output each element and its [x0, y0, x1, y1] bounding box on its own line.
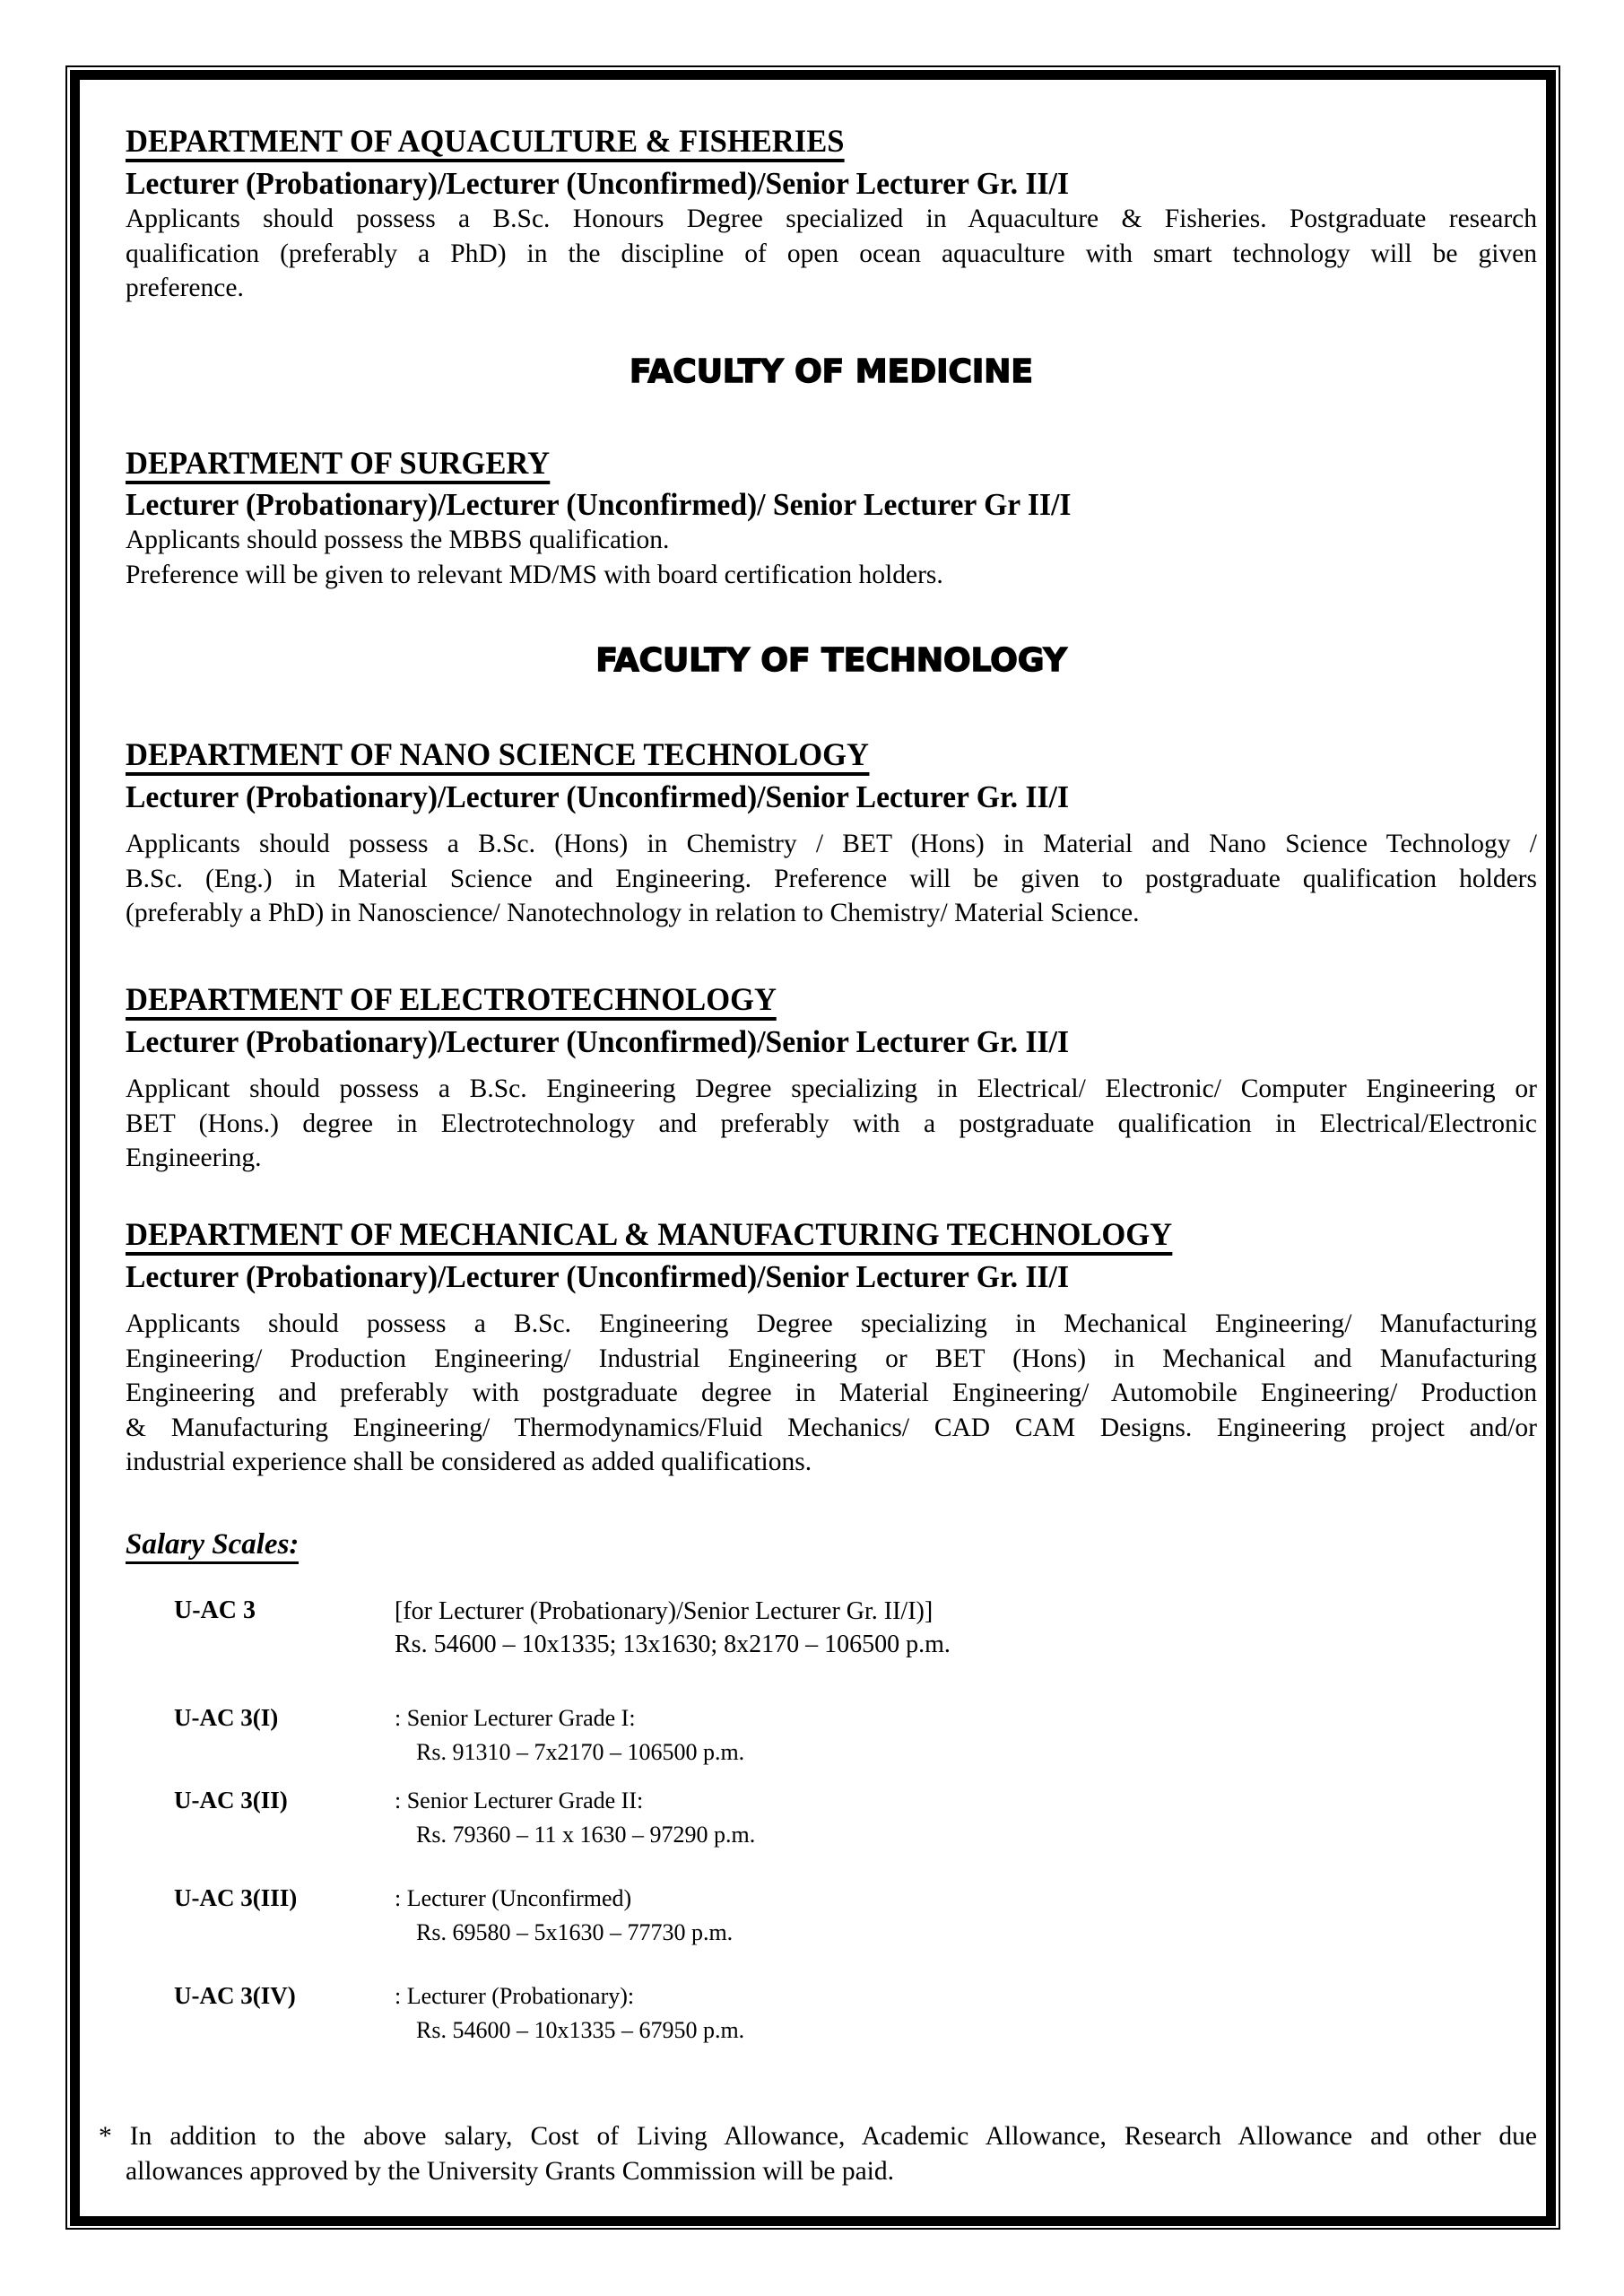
scale-description	[395, 1595, 951, 1661]
salary-scales-title: Salary Scales:	[126, 1527, 299, 1564]
text-line: Engineering and preferably with postgraduate degree in Material Engineering/ Automobile Engineering/ Production	[126, 1378, 1537, 1407]
text-line: (preferably a PhD) in Nanoscience/ Nanotechnology in relation to Chemistry/ Material Science.	[126, 899, 1140, 927]
scale-description	[395, 1784, 755, 1852]
department-heading: DEPARTMENT OF SURGERY	[126, 445, 550, 484]
scale-code: U-AC 3	[174, 1596, 256, 1624]
scale-description	[395, 1701, 744, 1770]
text-line: preference.	[126, 274, 244, 302]
text-line: B.Sc. (Eng.) in Material Science and Engineering. Preference will be given to postgraduate qualification holders	[126, 864, 1537, 893]
position-title: Lecturer (Probationary)/Lecturer (Unconfirmed)/Senior Lecturer Gr. II/I	[126, 1024, 1070, 1059]
department-heading: DEPARTMENT OF NANO SCIENCE TECHNOLOGY	[126, 736, 869, 776]
scale-line-1: : Lecturer (Unconfirmed)	[395, 1885, 632, 1911]
scale-line-2: Rs. 54600 – 10x1335 – 67950 p.m.	[416, 2017, 745, 2043]
qualification-text	[126, 202, 1537, 306]
text-line: industrial experience shall be considered as added qualifications.	[126, 1448, 812, 1476]
department-heading: DEPARTMENT OF MECHANICAL & MANUFACTURING TECHNOLOGY	[126, 1216, 1172, 1256]
scale-description	[395, 1882, 733, 1950]
text-line: Applicants should possess the MBBS qualification.	[126, 526, 670, 554]
department-heading: DEPARTMENT OF AQUACULTURE & FISHERIES	[126, 123, 844, 162]
position-title: Lecturer (Probationary)/Lecturer (Unconfirmed)/Senior Lecturer Gr. II/I	[126, 779, 1070, 814]
position-title: Lecturer (Probationary)/Lecturer (Unconfirmed)/ Senior Lecturer Gr II/I	[126, 487, 1072, 522]
text-line: qualification (preferably a PhD) in the discipline of open ocean aquaculture with smart technology will be given	[126, 239, 1537, 268]
scale-code: U-AC 3(I)	[174, 1704, 279, 1731]
scale-line-2: Rs. 69580 – 5x1630 – 77730 p.m.	[416, 1919, 734, 1945]
scale-code: U-AC 3(II)	[174, 1787, 288, 1813]
scale-line-1: : Senior Lecturer Grade II:	[395, 1787, 644, 1813]
scale-code: U-AC 3(IV)	[174, 1982, 296, 2009]
text-line: Preference will be given to relevant MD/MS with board certification holders.	[126, 560, 943, 589]
text-line: Engineering.	[126, 1144, 262, 1172]
faculty-heading-technology: FACULTY OF TECHNOLOGY	[595, 642, 1067, 679]
scale-line-2: Rs. 54600 – 10x1335; 13x1630; 8x2170 – 106500 p.m.	[395, 1631, 951, 1658]
department-heading: DEPARTMENT OF ELECTROTECHNOLOGY	[126, 981, 777, 1021]
scale-code: U-AC 3(III)	[174, 1884, 298, 1911]
text-line: Applicants should possess a B.Sc. Honours Degree specialized in Aquaculture & Fisheries. Postgraduate research	[126, 204, 1537, 233]
qualification-text	[126, 1072, 1537, 1176]
text-line: Applicants should possess a B.Sc. (Hons) in Chemistry / BET (Hons) in Material and Nano Science Technology /	[126, 830, 1537, 858]
footnote-line: * In addition to the above salary, Cost of Living Allowance, Academic Allowance, Research Allowance and other due	[99, 2122, 1537, 2151]
scale-description	[395, 1979, 744, 2048]
qualification-text	[126, 827, 1537, 931]
position-title: Lecturer (Probationary)/Lecturer (Unconfirmed)/Senior Lecturer Gr. II/I	[126, 166, 1070, 201]
allowance-footnote	[99, 2119, 1537, 2188]
text-line: & Manufacturing Engineering/ Thermodynamics/Fluid Mechanics/ CAD CAM Designs. Engineering project and/or	[126, 1413, 1537, 1442]
position-title: Lecturer (Probationary)/Lecturer (Unconfirmed)/Senior Lecturer Gr. II/I	[126, 1259, 1070, 1294]
qualification-text	[126, 1307, 1537, 1480]
scale-line-1: [for Lecturer (Probationary)/Senior Lecturer Gr. II/I)]	[395, 1597, 934, 1625]
faculty-heading-medicine: FACULTY OF MEDICINE	[629, 353, 1034, 390]
scale-line-2: Rs. 91310 – 7x2170 – 106500 p.m.	[416, 1739, 745, 1765]
text-line: Engineering/ Production Engineering/ Industrial Engineering or BET (Hons) in Mechanical and Manufacturing	[126, 1344, 1537, 1373]
text-line: Applicants should possess a B.Sc. Engineering Degree specializing in Mechanical Engineering/ Manufacturing	[126, 1309, 1537, 1338]
qualification-text	[126, 523, 1537, 592]
scale-line-2: Rs. 79360 – 11 x 1630 – 97290 p.m.	[416, 1822, 756, 1848]
text-line: Applicant should possess a B.Sc. Engineering Degree specializing in Electrical/ Electronic/ Computer Engineering or	[126, 1074, 1537, 1103]
scale-line-1: : Lecturer (Probationary):	[395, 1983, 635, 2009]
text-line: BET (Hons.) degree in Electrotechnology and preferably with a postgraduate qualification in Electrical/Electronic	[126, 1109, 1537, 1138]
footnote-line: allowances approved by the University Grants Commission will be paid.	[126, 2156, 894, 2186]
scale-line-1: : Senior Lecturer Grade I:	[395, 1705, 636, 1731]
